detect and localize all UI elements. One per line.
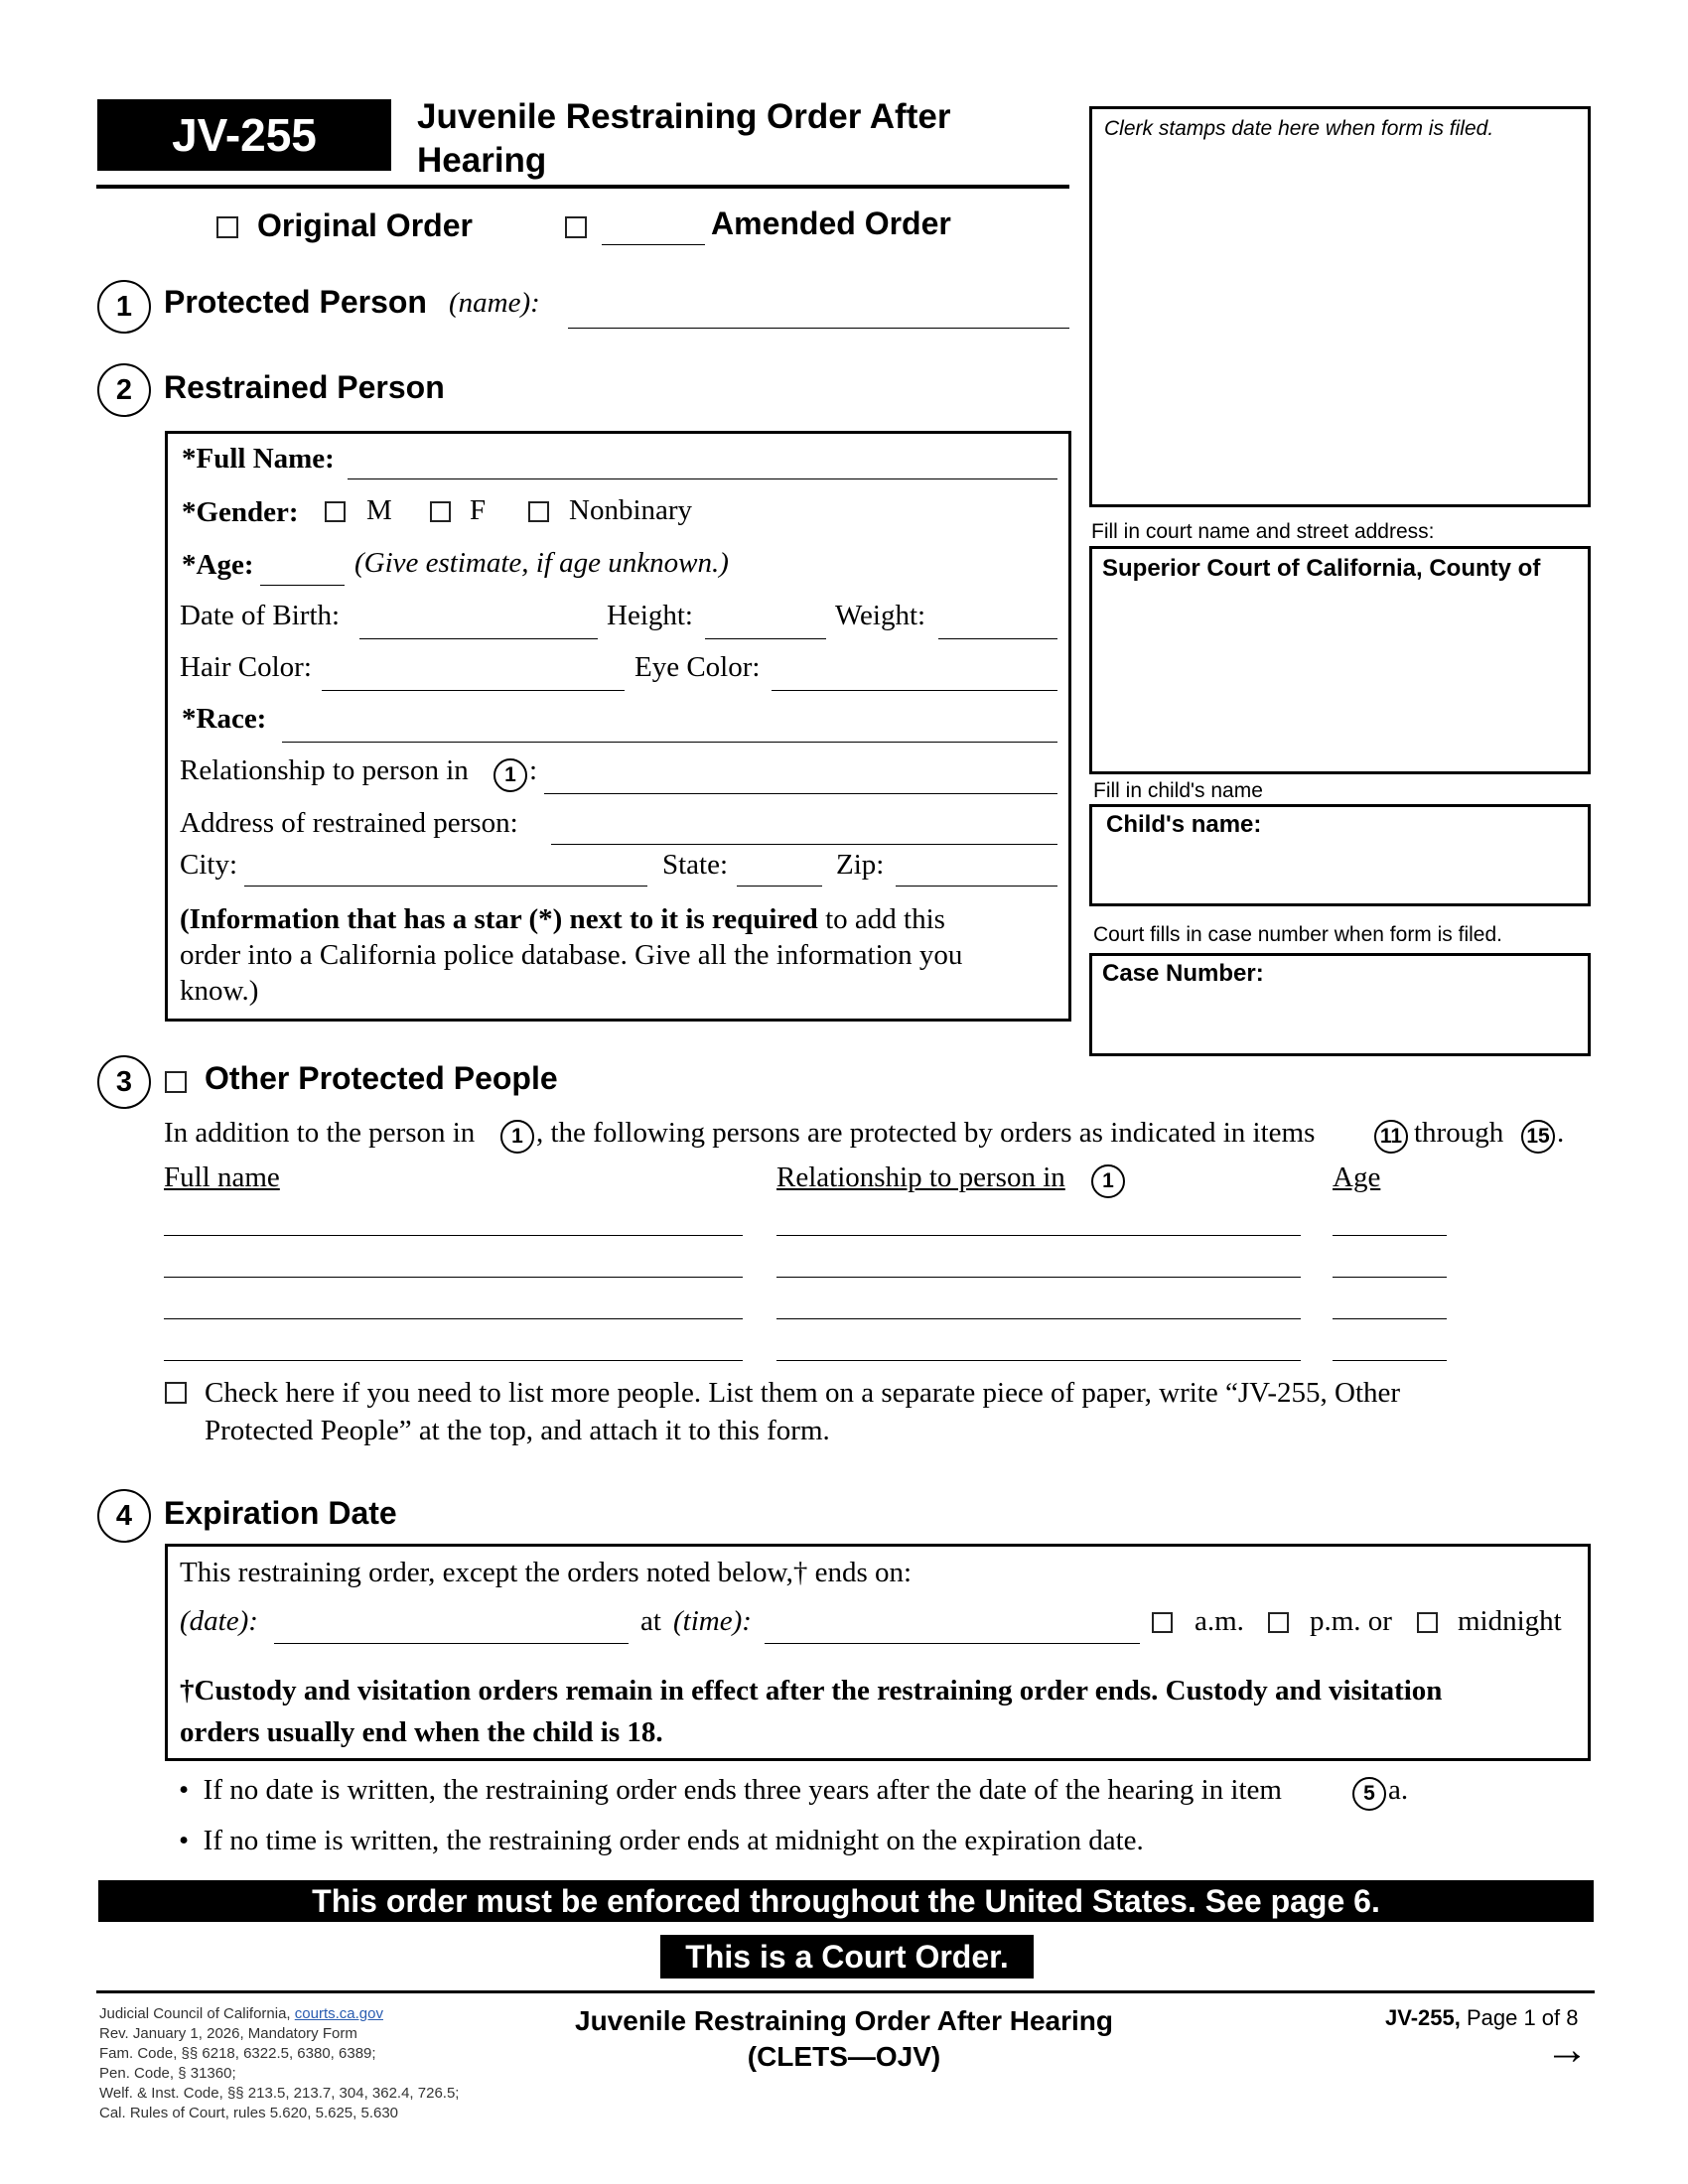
bullet-2-text: If no time is written, the restraining order ends at midnight on the expiration date. [203,1825,1144,1856]
more-people-line-2: Protected People” at the top, and attach it to this form. [205,1415,830,1446]
bullet-1-text: If no date is written, the restraining order ends three years after the date of the hearing in item [203,1774,1282,1806]
expiration-date-field[interactable] [274,1643,629,1644]
relationship-label [180,754,469,787]
required-star: * [182,443,197,475]
weight-field[interactable] [938,638,1057,639]
height-field[interactable] [705,638,826,639]
person-3-name-field[interactable] [164,1318,743,1319]
item-4-title: Expiration Date [164,1495,397,1531]
footer-council-line [99,2004,459,2024]
child-name-caption: Fill in child's name [1093,779,1263,802]
relationship-label-text: Relationship to person in [180,754,469,786]
note-line-2: order into a California police database. Give all the information you [180,939,963,971]
am-label: a.m. [1195,1605,1244,1637]
weight-label: Weight: [835,600,926,631]
footer-title: Juvenile Restraining Order After Hearing [575,2005,1113,2036]
gender-label [182,496,299,529]
col-relationship: Relationship to person in [776,1161,1065,1193]
gender-nonbinary-label: Nonbinary [569,494,693,526]
footer-pen: Pen. Code, § 31360; [99,2065,236,2082]
gender-nonbinary-checkbox[interactable] [528,501,549,522]
note-rest: to add this [817,903,945,935]
other-protected-checkbox[interactable] [165,1071,187,1093]
required-star: * [182,496,197,528]
intro-text-a: In addition to the person in [164,1117,476,1149]
amended-order-checkbox[interactable] [565,216,587,238]
relationship-ref-1: 1 [493,758,527,792]
intro-text-b: , the following persons are protected by orders as indicated in items [536,1117,1316,1149]
footer-cal: Cal. Rules of Court, rules 5.620, 5.625, 5.630 [99,2105,399,2121]
footer-council: Judicial Council of California, [99,2005,291,2022]
footer-citations [99,2004,459,2123]
item-1-name-suffix: (name): [449,287,540,319]
footer-welf: Welf. & Inst. Code, §§ 213.5, 213.7, 304, 362.4, 726.5; [99,2085,460,2102]
more-people-line-1: Check here if you need to list more people. List them on a separate piece of paper, write “JV-255, Other [205,1377,1401,1409]
person-1-relationship-field[interactable] [776,1235,1301,1236]
form-title [417,95,950,183]
case-number-label: Case Number: [1102,960,1264,987]
col-full-name: Full name [164,1161,280,1193]
dob-label: Date of Birth: [180,600,341,631]
person-1-age-field[interactable] [1333,1235,1447,1236]
midnight-label: midnight [1458,1605,1562,1637]
footer-subtitle: (CLETS—OJV) [747,2041,941,2072]
bullet-1-suffix: a. [1388,1774,1409,1806]
item-1-title: Protected Person [164,284,427,320]
form-title-line2: Hearing [417,141,547,180]
protected-person-name-field[interactable] [568,328,1069,329]
intro-ref-15: 15 [1521,1120,1555,1154]
full-name-label [182,443,335,476]
person-4-relationship-field[interactable] [776,1360,1301,1361]
person-2-relationship-field[interactable] [776,1277,1301,1278]
full-name-field[interactable] [348,478,1057,479]
gender-m-label: M [366,494,392,526]
col-age: Age [1333,1161,1381,1193]
required-star: * [182,703,197,735]
person-4-age-field[interactable] [1333,1360,1447,1361]
zip-field[interactable] [896,886,1057,887]
gender-f-label: F [470,494,487,526]
gender-f-checkbox[interactable] [430,501,451,522]
custody-note [180,1670,1442,1753]
bullet-1-ref-5: 5 [1352,1777,1386,1811]
bullet-2-dot: • [179,1825,204,1856]
age-label-text: Age: [196,549,254,581]
item-3-number: 3 [97,1055,151,1109]
pm-checkbox[interactable] [1268,1612,1289,1633]
court-order-banner: This is a Court Order. [660,1935,1034,1979]
person-2-name-field[interactable] [164,1277,743,1278]
full-name-label-text: Full Name: [196,443,335,475]
clerk-stamp-label: Clerk stamps date here when form is filed. [1104,117,1494,140]
item-4-number: 4 [97,1489,151,1543]
note-line-1 [180,900,1063,938]
amended-order-label: Amended Order [711,205,951,241]
state-label: State: [662,849,729,881]
city-label: City: [180,849,238,881]
intro-text-c: through [1414,1117,1504,1149]
race-label-text: Race: [196,703,267,735]
item-2-number: 2 [97,363,151,417]
more-people-text [205,1374,1400,1449]
court-name-label: Superior Court of California, County of [1102,555,1541,582]
amended-order-number-field[interactable] [602,244,705,245]
footer-rev: Rev. January 1, 2026, Mandatory Form [99,2025,357,2042]
required-info-note [180,900,1063,1010]
footer-form-code: JV-255, [1385,2005,1461,2030]
person-2-age-field[interactable] [1333,1277,1447,1278]
eye-color-label: Eye Color: [634,651,761,683]
form-code-block: JV-255 [97,99,391,171]
item-3-title: Other Protected People [205,1060,558,1096]
state-field[interactable] [737,886,822,887]
expiration-time-label: (time): [673,1605,752,1637]
expiration-line-1: This restraining order, except the orders noted below,† ends on: [180,1557,913,1588]
bullet-1 [179,1774,1282,1807]
zip-label: Zip: [836,849,885,881]
court-name-caption: Fill in court name and street address: [1091,520,1435,543]
expiration-at-label: at [640,1605,661,1637]
hair-color-field[interactable] [322,690,625,691]
expiration-date-label: (date): [180,1605,258,1637]
case-number-box[interactable] [1089,953,1591,1056]
address-label: Address of restrained person: [180,807,518,839]
child-name-label: Child's name: [1106,811,1262,838]
item-1-number: 1 [97,280,151,334]
eye-color-field[interactable] [772,690,1057,691]
am-checkbox[interactable] [1152,1612,1173,1633]
dob-field[interactable] [359,638,598,639]
hair-color-label: Hair Color: [180,651,312,683]
bullet-2 [179,1825,1144,1857]
item-3-intro [164,1117,475,1150]
required-star: * [182,549,197,581]
bullet-1-dot: • [179,1774,204,1806]
footer-page-number: Page 1 of 8 [1466,2005,1579,2030]
footer-rule [96,1990,1595,1993]
gender-m-checkbox[interactable] [325,501,346,522]
midnight-checkbox[interactable] [1417,1612,1438,1633]
intro-ref-11: 11 [1374,1120,1408,1154]
note-bold: (Information that has a star (*) next to it is required [180,903,818,935]
item-2-title: Restrained Person [164,369,445,405]
age-note: (Give estimate, if age unknown.) [354,547,729,579]
next-page-arrow-icon[interactable]: → [1545,2025,1589,2074]
case-number-caption: Court fills in case number when form is filed. [1093,923,1502,946]
footer-link[interactable]: courts.ca.gov [294,2005,383,2022]
more-people-checkbox[interactable] [165,1382,187,1404]
person-3-age-field[interactable] [1333,1318,1447,1319]
relationship-colon: : [529,754,538,786]
child-name-box[interactable] [1089,804,1591,906]
footer-fam: Fam. Code, §§ 6218, 6322.5, 6380, 6389; [99,2045,376,2062]
form-title-line1: Juvenile Restraining Order After [417,97,951,136]
custody-line-1: †Custody and visitation orders remain in effect after the restraining order ends. Custody and visitation [180,1675,1443,1706]
address-field[interactable] [551,844,1057,845]
col-relationship-ref-1: 1 [1091,1164,1125,1198]
person-4-name-field[interactable] [164,1360,743,1361]
height-label: Height: [607,600,693,631]
relationship-field[interactable] [544,793,1057,794]
note-line-3: know.) [180,975,259,1007]
footer-title-block [516,2003,1172,2075]
pm-label: p.m. or [1310,1605,1392,1637]
race-label [182,703,266,736]
gender-label-text: Gender: [196,496,299,528]
person-3-relationship-field[interactable] [776,1318,1301,1319]
original-order-label: Original Order [257,207,473,243]
intro-text-d: . [1557,1117,1565,1149]
header-rule [96,185,1069,189]
custody-line-2: orders usually end when the child is 18. [180,1716,663,1748]
original-order-checkbox[interactable] [216,216,238,238]
clerk-stamp-box[interactable] [1089,106,1591,507]
enforcement-banner: This order must be enforced throughout the United States. See page 6. [98,1880,1594,1922]
race-field[interactable] [282,742,1057,743]
age-field[interactable] [260,585,345,586]
expiration-time-field[interactable] [765,1643,1140,1644]
age-label [182,549,253,582]
court-name-box[interactable] [1089,546,1591,774]
person-1-name-field[interactable] [164,1235,743,1236]
intro-ref-1: 1 [500,1120,534,1154]
city-field[interactable] [244,886,647,887]
